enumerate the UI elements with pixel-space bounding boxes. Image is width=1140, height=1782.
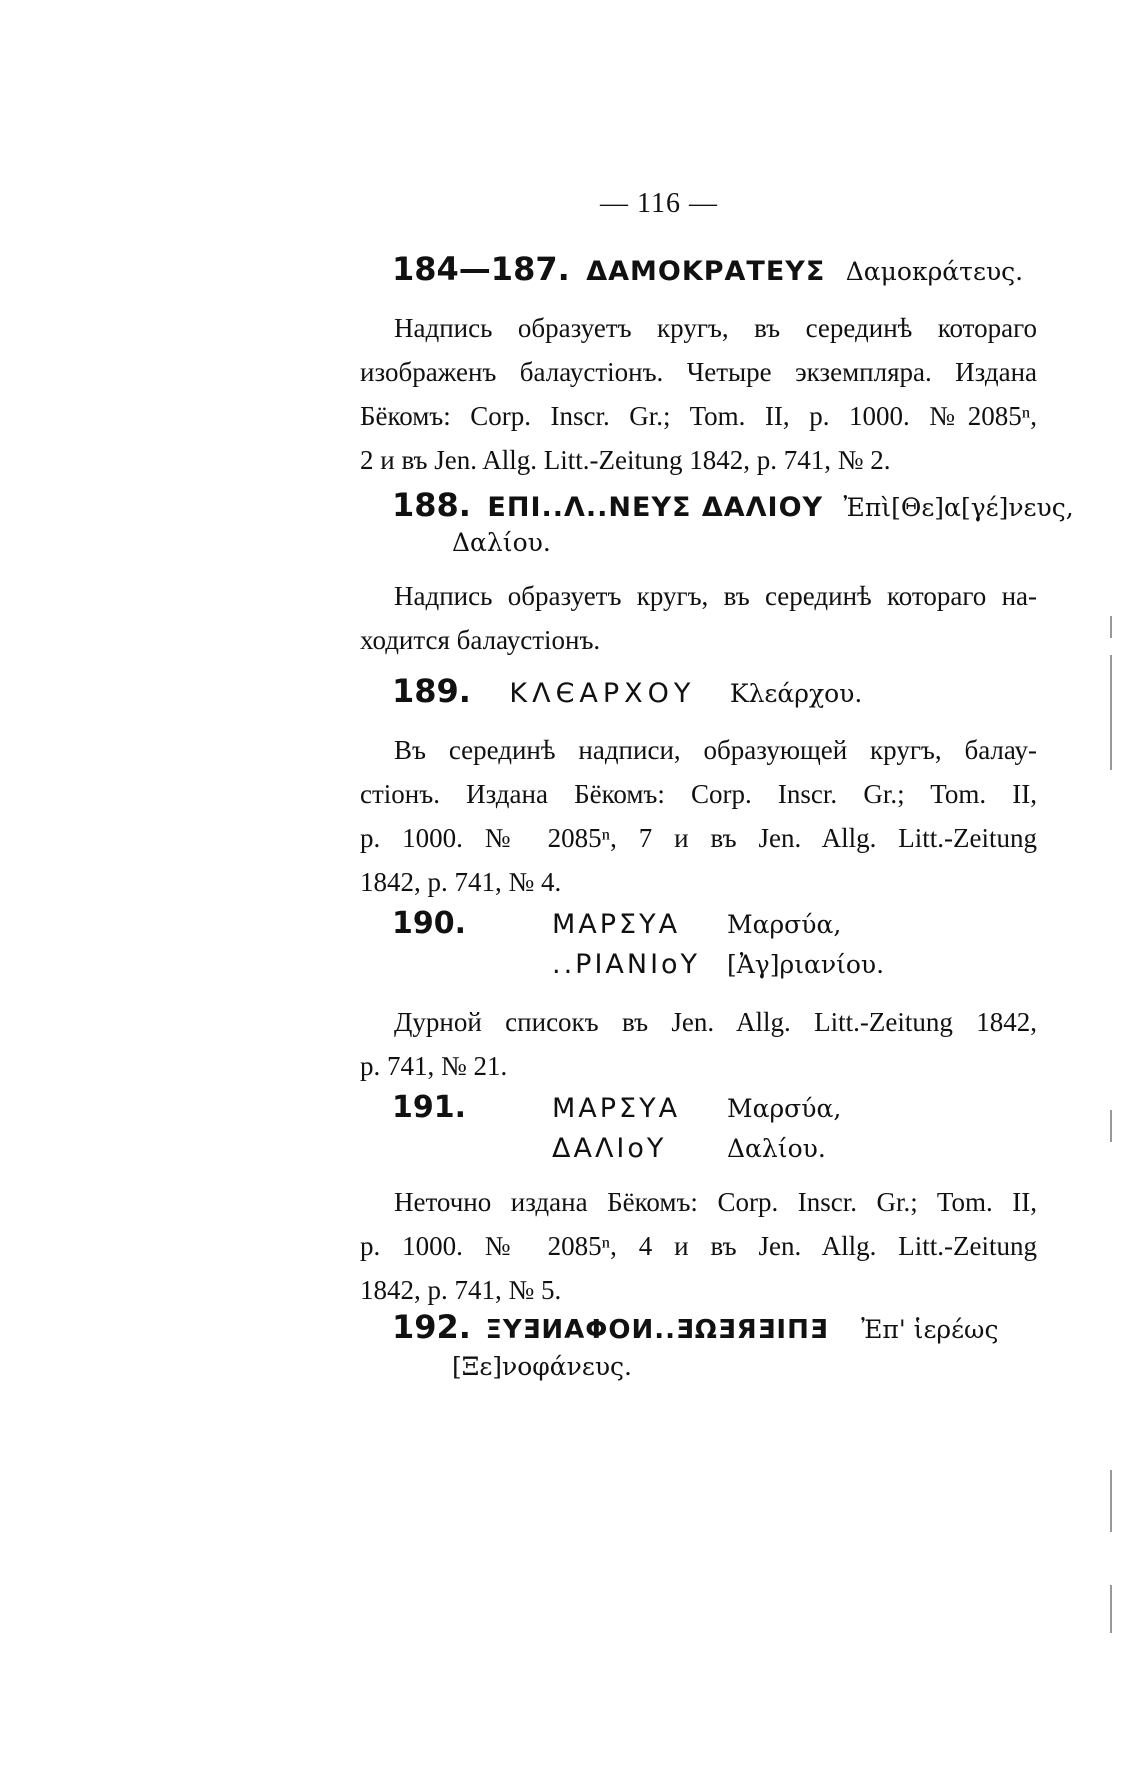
greek-transcription: Κλεάρχου. (729, 679, 863, 708)
entry-heading-184-187 (392, 250, 1023, 288)
scan-margin-mark (1110, 1110, 1112, 1142)
inscription-text: ΕΠΙ..Λ..ΝΕΥΣ ΔΑΛΙΟΥ (487, 492, 824, 523)
entry-number: 184—187. (392, 250, 570, 288)
scan-margin-mark (1110, 1585, 1112, 1633)
text-line: 1842, p. 741, № 4. (360, 867, 562, 897)
text-line: p. 741, № 21. (360, 1051, 508, 1081)
entry-number: 188. (392, 486, 471, 524)
text-line: Надпись образуетъ кругъ, въ серединѣ котораго (394, 313, 1037, 343)
entry-heading-188 (392, 486, 1074, 524)
text-line: Надпись образуетъ кругъ, въ серединѣ котораго на- (394, 581, 1037, 611)
text-line: Дурной списокъ въ Jen. Allg. Litt.-Zeitung 1842, (394, 1007, 1037, 1037)
greek-transcription: Ἐπ' ἱερέως (861, 1315, 999, 1344)
entry-number: 192. (392, 1308, 471, 1346)
greek-transcription: Δαμοκράτευς. (845, 257, 1024, 286)
text-line: Въ серединѣ надписи, образующей кругъ, балау- (394, 735, 1037, 765)
greek-transcription: Μαρσύα, (727, 910, 842, 939)
text-line: ходится балаустіонъ. (360, 625, 601, 655)
entry-heading-189 (392, 672, 862, 710)
greek-transcription: Μαρσύα, (727, 1094, 842, 1123)
text-line: Неточно издана Бёкомъ: Corp. Inscr. Gr.; Tom. II, (394, 1187, 1037, 1217)
inscription-line: ΜΑΡΣΥΑ (552, 1093, 681, 1124)
entry-number: 189. (392, 672, 471, 710)
entry-number: 191. (392, 1090, 467, 1125)
text-line: p. 1000. № 2085ⁿ, 7 и въ Jen. Allg. Litt.-Zeitung (360, 823, 1037, 853)
inscription-text: ΚΛЄΑΡΧΟΥ (509, 678, 696, 709)
text-line: изображенъ балаустіонъ. Четыре экземпляра. Издана (360, 357, 1037, 387)
scan-margin-mark (1110, 616, 1112, 638)
entry-description-184-187 (360, 306, 1037, 482)
entry-heading-191 (392, 1090, 927, 1164)
entry-heading-190 (392, 906, 927, 980)
text-line: Бёкомъ: Corp. Inscr. Gr.; Tom. II, p. 1000. №2085ⁿ, (360, 401, 1037, 431)
text-line: 2 и въ Jen. Allg. Litt.-Zeitung 1842, p. 741, № 2. (360, 445, 891, 475)
inscription-line: ..ΡΙΑΝΙοΥ (552, 949, 701, 980)
text-line: стіонъ. Издана Бёкомъ: Corp. Inscr. Gr.; Tom. II, (360, 779, 1037, 809)
inscription-text: ΞΥƎИΑΦΟИ..ƎΩƎЯƎIПƎ (485, 1315, 829, 1345)
greek-transcription-continued: [Ξε]νοφάνευς. (452, 1352, 632, 1381)
entry-description-190 (360, 1000, 1037, 1088)
inscription-line: ΔΑΛΙοΥ (552, 1133, 667, 1164)
greek-transcription: Ἐπὶ[Θε]α[γέ]νευς, (843, 493, 1074, 522)
inscription-text: ΔΑΜΟΚΡΑΤΕΥΣ (586, 256, 826, 287)
text-line: 1842, p. 741, № 5. (360, 1275, 562, 1305)
scan-margin-mark (1110, 655, 1112, 770)
entry-description-191 (360, 1180, 1037, 1312)
entry-number: 190. (392, 906, 467, 941)
greek-transcription: [Ἀγ]ριανίου. (727, 950, 885, 979)
entry-heading-192 (392, 1308, 998, 1346)
entry-description-188 (360, 574, 1037, 662)
greek-transcription-continued: Δαλίου. (452, 528, 551, 557)
scan-margin-mark (1110, 1470, 1112, 1532)
inscription-line: ΜΑΡΣΥΑ (552, 909, 681, 940)
greek-transcription: Δαλίου. (727, 1134, 826, 1163)
text-line: p. 1000. № 2085ⁿ, 4 и въ Jen. Allg. Litt.-Zeitung (360, 1231, 1037, 1261)
page-number: — 116 — (600, 188, 718, 219)
entry-description-189 (360, 728, 1037, 904)
